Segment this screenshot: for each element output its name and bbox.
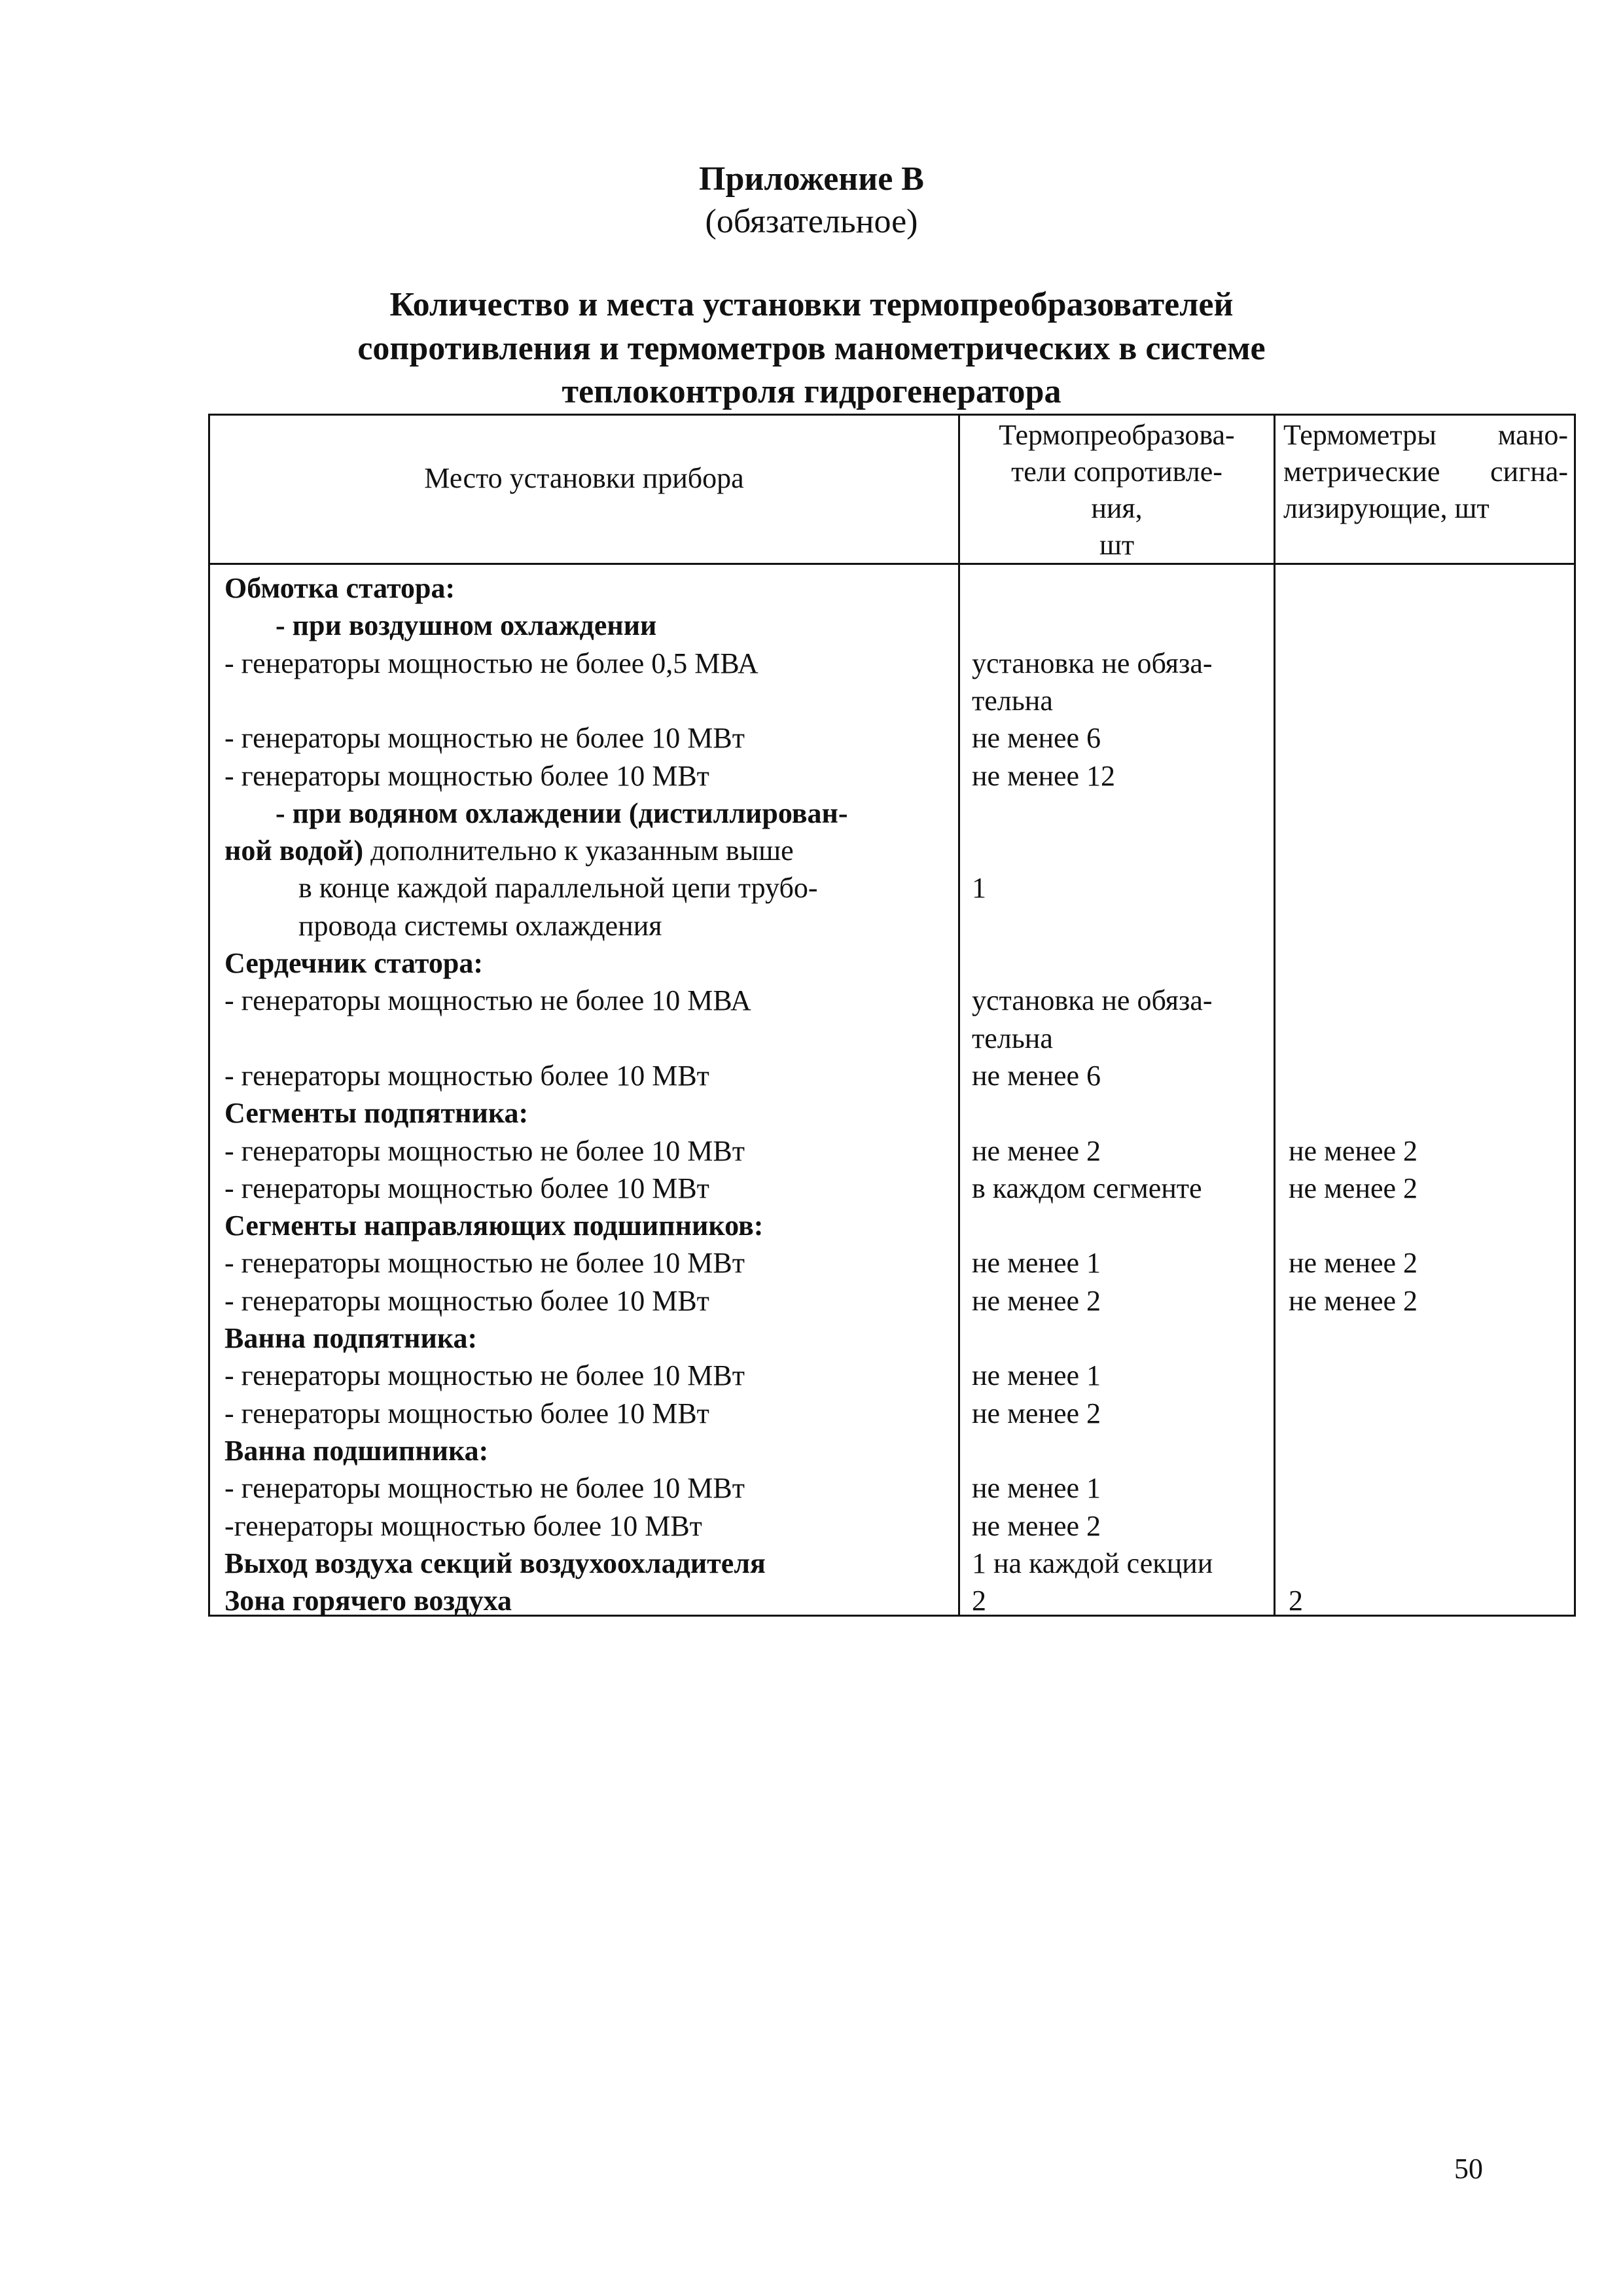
document-title-line-3: теплоконтроля гидрогенератора [562,373,1061,410]
cell-resistance-count: не менее 2 [972,1134,1101,1167]
table-row [210,1132,1574,1170]
document-title-line-2: сопротивления и термометров манометрических в системе [357,330,1266,367]
cell-place: Обмотка статора: [224,572,455,604]
cell-place: провода системы охлаждения [298,909,662,942]
table-row [210,944,1574,982]
table-row [210,607,1574,644]
cell-place: - генераторы мощностью не более 10 МВт [224,1472,745,1505]
cell-manometric-count: не менее 2 [1289,1247,1418,1280]
cell-place: Сердечник статора: [224,947,483,979]
cell-place: Сегменты подпятника: [224,1097,529,1130]
table-row [210,1057,1574,1094]
table-row [210,1507,1574,1545]
cell-place: ной водой) дополнительно к указанным выше [224,834,794,867]
appendix-status: (обязательное) [705,203,918,240]
cell-resistance-count: не менее 6 [972,722,1101,755]
table-row [210,1545,1574,1582]
table-row [210,1469,1574,1507]
table-row [210,569,1574,607]
cell-place: - генераторы мощностью более 10 МВт [224,1059,709,1092]
column-header-resistance: Термопреобразова- тели сопротивле- ния, шт [999,419,1235,561]
table-row [210,982,1574,1019]
cell-place: - генераторы мощностью более 10 МВт [224,1172,709,1204]
table-row [210,1244,1574,1282]
cell-resistance-count: не менее 1 [972,1247,1101,1280]
column-header-manometric: Термометры мано- метрические сигна- лизирующие, шт [1283,419,1568,524]
cell-manometric-count: не менее 2 [1289,1284,1418,1317]
cell-resistance-count: установка не обяза- [972,647,1213,679]
table-row [210,1094,1574,1132]
cell-place: Выход воздуха секций воздухоохладителя [224,1547,766,1579]
table-row [210,1020,1574,1057]
document-title-line-1: Количество и места установки термопреобразователей [389,286,1234,323]
appendix-title: Приложение В [699,160,924,198]
cell-place: - при водяном охлаждении (дистиллирован- [276,797,848,829]
cell-resistance-count: не менее 2 [972,1509,1101,1542]
cell-place: -генераторы мощностью более 10 МВт [224,1509,702,1542]
column-header-place: Место установки прибора [424,462,744,494]
cell-resistance-count: в каждом сегменте [972,1172,1202,1204]
table-row [210,682,1574,719]
cell-place: - генераторы мощностью не более 10 МВт [224,722,745,755]
cell-resistance-count: не менее 2 [972,1284,1101,1317]
cell-manometric-count: не менее 2 [1289,1134,1418,1167]
cell-resistance-count: 1 на каждой секции [972,1547,1213,1579]
table-row [210,1207,1574,1244]
cell-resistance-count: тельна [972,1022,1053,1054]
table-row [210,832,1574,869]
cell-resistance-count: не менее 1 [972,1472,1101,1505]
table-row [210,645,1574,682]
cell-resistance-count: 1 [972,872,986,905]
table-row [210,719,1574,757]
cell-place: Зона горячего воздуха [224,1585,512,1617]
cell-place: - генераторы мощностью не более 10 МВт [224,1134,745,1167]
cell-place: - генераторы мощностью более 10 МВт [224,1284,709,1317]
cell-resistance-count: установка не обяза- [972,984,1213,1017]
cell-resistance-count: не менее 6 [972,1059,1101,1092]
cell-manometric-count: не менее 2 [1289,1172,1418,1204]
table-row [210,1357,1574,1394]
cell-place: - генераторы мощностью не более 10 МВт [224,1247,745,1280]
cell-resistance-count: не менее 2 [972,1397,1101,1429]
table-row [210,869,1574,906]
table-row [210,1170,1574,1207]
table-row [210,1582,1574,1619]
page-number: 50 [1454,2153,1483,2185]
cell-resistance-count: 2 [972,1585,986,1617]
cell-place: Ванна подпятника: [224,1322,478,1354]
sensor-table [208,414,1576,1617]
table-row [210,795,1574,832]
table-row [210,757,1574,795]
table-row [210,1282,1574,1319]
table-row [210,1319,1574,1357]
cell-place: в конце каждой параллельной цепи трубо- [298,872,818,905]
cell-place: Ванна подшипника: [224,1434,489,1467]
cell-resistance-count: не менее 12 [972,759,1116,792]
cell-place: - генераторы мощностью более 10 МВт [224,759,709,792]
cell-place: Сегменты направляющих подшипников: [224,1210,764,1242]
cell-place: - при воздушном охлаждении [276,609,657,642]
cell-place: - генераторы мощностью не более 10 МВт [224,1359,745,1392]
cell-manometric-count: 2 [1289,1585,1303,1617]
cell-place: - генераторы мощностью не более 0,5 МВА [224,647,758,679]
table-row [210,907,1574,944]
cell-resistance-count: тельна [972,684,1053,717]
cell-resistance-count: не менее 1 [972,1359,1101,1392]
table-row [210,1395,1574,1432]
cell-place: - генераторы мощностью не более 10 МВА [224,984,751,1017]
header-divider [210,563,1574,565]
table-row [210,1432,1574,1469]
cell-place: - генераторы мощностью более 10 МВт [224,1397,709,1429]
